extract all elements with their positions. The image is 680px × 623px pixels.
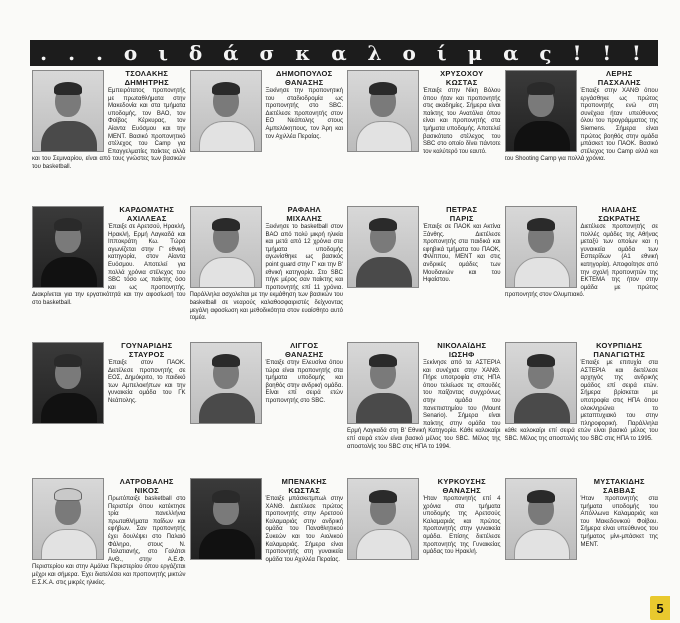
coach-card (347, 206, 501, 338)
coach-bio: Διετέλεσε προπονητής σε πολλές ομάδες της Αθήνας μεταξύ των οποίων και η γυναικεία ομάδα των Εσπερίδων (Α1 εθνική κατηγορία). Αποφοίτησε από την σχολή προπονητών της ΕΚΤΕΜΑ της ήτον στην ομάδα με πρώτος προπονητής στον Ολυμπιακό. (504, 224, 658, 299)
coach-photo (190, 206, 262, 288)
page-number: 5 (650, 596, 670, 620)
coach-photo (347, 70, 419, 152)
coach-card (190, 342, 344, 474)
coach-photo (190, 478, 262, 560)
coach-card (190, 478, 344, 610)
coach-name: ΚΥΡΚΟΥΣΗΣ ΘΑΝΑΣΗΣ (437, 478, 486, 495)
coach-bio: Έπαιξε σε ΠΑΟΚ και Ακτίνα Ξάνθης. Διετέλεσε προπονητής στα παιδικά και εφηβικά τμήματα του ΠΑΟΚ, Φιλίππου, ΜΕΝΤ και στις ανδρικές ομάδες των Μουδανιών και του Ηφαίστου. (423, 224, 501, 284)
coach-name: ΝΙΚΟΛΑΪΔΗΣ ΙΩΣΗΦ (437, 342, 487, 359)
header-banner (30, 40, 658, 66)
coach-card (32, 70, 186, 202)
coach-name: ΤΣΟΛΑΚΗΣ ΔΗΜΗΤΡΗΣ (124, 70, 169, 87)
coach-card (347, 342, 501, 474)
coach-name: ΚΟΥΡΠΙΔΗΣ ΠΑΝΑΓΙΩΤΗΣ (593, 342, 646, 359)
coach-name: ΡΑΦΑΗΛ ΜΙΧΑΛΗΣ (286, 206, 323, 223)
coach-photo (347, 478, 419, 560)
coach-card (32, 342, 186, 474)
coach-photo (32, 206, 104, 288)
coach-name: ΜΠΕΝΑΚΗΣ ΚΩΣΤΑΣ (281, 478, 327, 495)
coach-photo (32, 70, 104, 152)
coach-bio: Έπαιξε στον ΠΑΟΚ. Διετέλεσε προπονητής σε ΕΟΣ, Δημόκριτο, το παιδικό των Αμπελοκήπων και την γυναικεία ομάδα του ΓΚ Νεάπολης. (108, 360, 186, 404)
coach-bio: Ήταν προπονητής επί 4 χρόνια στα τμήματα υποδομής της Αρετσούς Καλαμαριάς και πρώτος προπονητής στην γυναικεία ομάδα. Επίσης διετέλεσε προπονητής της Γυναικείας ομάδας του Ηρακλή. (423, 496, 501, 556)
coach-bio: Έπαιξε στην Ελευσίνα όπου τώρα είναι προπονητής στα τμήματα υποδομής και βοηθός στην ανδρική ομάδα. Είναι επί σειρά ετών προπονητής στο SBC. (265, 360, 343, 404)
coach-photo (505, 206, 577, 288)
coach-name: ΜΥΣΤΑΚΙΔΗΣ ΣΑΒΒΑΣ (593, 478, 645, 495)
coach-name: ΛΕΡΗΣ ΠΑΣΧΑΛΗΣ (597, 70, 641, 87)
coach-bio: Ξεκίνησε την προπονητική του σταδιοδρομία ως προπονητής στο SBC. Διετέλεσε προπονητής στον ΕΟ Νεάπολης στους Αμπελόκηπους, τον Άρη και τον Αχιλλέα Περαίας. (265, 88, 343, 140)
coach-photo (347, 342, 419, 424)
coach-bio: Έπαιξε μπάσκετμπωλ στην ΧΑΝΘ. Διετέλεσε πρώτος προπονητής στην Αρετσού Καλαμαριάς στην ανδρική ομάδα του Παναθλητικού Συκεών και του Αιολικού Καλαμαριάς. Σήμερα είναι προπονητής στη γυναικεία ομάδα του Αχιλλέα Περαίας. (265, 496, 343, 563)
coach-name: ΚΑΡΔΟΜΑΤΗΣ ΑΧΙΛΛΕΑΣ (119, 206, 175, 223)
coach-name: ΗΛΙΑΔΗΣ ΣΩΚΡΑΤΗΣ (598, 206, 641, 223)
coach-name: ΧΡΥΣΟΧΟΥ ΚΩΣΤΑΣ (440, 70, 484, 87)
coach-photo (190, 342, 262, 424)
coach-bio: Έπαιξε στην Νίκη Βόλου όπου ήταν και προπονητής στις ακαδημίες. Σήμερα είναι παίκτης του Ανατόλια όπου είναι και προπονητής στα τμήματα υποδομής. Αποτελεί βασικότατο στέλεχος του SBC στο οποίο δίνει πάντοτε τον καλύτερό του εαυτό. (423, 88, 501, 155)
coach-photo (505, 342, 577, 424)
coach-photo (32, 342, 104, 424)
coach-card (347, 70, 501, 202)
coach-bio: Έπαιξε με επιτυχία στα ΑΣΤΕΡΙΑ και διετέλεσε αρχηγός της ανδρικής ομάδος επί σειρά ετών. Σήμερα βρίσκεται με υποτροφία στις ΗΠΑ όπου ολοκληρώνει το μεταπτυχιακό του στην πληροφορική. Παράλληλα κάθε καλοκαίρι επί σειρά ετών είναι βασικό μέλος του SBC. Μέλος της αποστολής του SBC στις ΗΠΑ το 1995. (504, 360, 658, 442)
coach-card (505, 206, 659, 338)
coach-name: ΛΑΤΡΟΒΑΛΗΣ ΝΙΚΟΣ (119, 478, 174, 495)
coach-bio: Ξεκίνησε το basketball στον ΒΑΟ από πολύ μικρή ηλικία και μετά από 12 χρόνια στα τμήματα υποδομής αγωνίσθηκε ως βασικός point guard στην Γ' και την Β' εθνική κατηγορία. Στο SBC πήγε μέρος σαν παίκτης και προπονητής επί 11 χρόνια. Παράλληλα ασχολείται με την εκμάθηση των βασικών του basketball σε νεαρούς καλαθοσφαιριστές δείχνοντας μεγάλη αφοσίωση και μεθοδικότητα στον ευαίσθητο αυτό τομέα. (189, 224, 343, 322)
coach-name: ΛΙΓΓΟΣ ΘΑΝΑΣΗΣ (285, 342, 324, 359)
coach-bio: Ήταν προπονητής στα τμήματα υποδομής του Απόλλωνα Καλαμαριάς και του Μακεδονικού Φοίβου. Σήμερα είναι υπεύθυνος του τμήματος μίνι-μπάσκετ της ΜΕΝΤ. (580, 496, 658, 548)
banner-title: . . . ο ι δ ά σ κ α λ ο ί μ α ς ! ! ! (40, 41, 648, 65)
coach-card (190, 206, 344, 338)
coach-photo (190, 70, 262, 152)
coach-card (190, 70, 344, 202)
coach-name: ΔΗΜΟΠΟΥΛΟΣ ΘΑΝΑΣΗΣ (276, 70, 333, 87)
coach-bio: Έπαιξε στην ΧΑΝΘ όπου εργάσθηκε ως πρώτος προπονητής ενώ στη συνέχεια ήταν υπεύθυνος όλου του προγράμματος της Siemens. Σήμερα είναι πρώτος βοηθός στην ομάδα μπάσκετ του ΠΑΟΚ. Βασικό στέλεχος του Camp αλλά και του Shooting Camp για πολλά χρόνια. (504, 88, 658, 163)
coach-name: ΠΕΤΡΑΣ ΠΑΡΙΣ (446, 206, 478, 223)
coach-photo (32, 478, 104, 560)
coaches-grid (32, 70, 658, 610)
coach-photo (505, 70, 577, 152)
coach-card (347, 478, 501, 610)
coach-bio: Έπαιξε σε Αρετσού, Ηρακλή, Ηρακλή, Ερμή Λαγκαδά και Ιπποκράτη Κω. Τώρα αγωνίζεται στην Γ' εθνική κατηγορία, στον Αίαντα Ευόσμου. Αποτελεί για πολλά χρόνια στέλεχος του SBC τόσο ως παίκτης όσο και ως προπονητής. Διακρίνεται για την εργατικότητά και την αφοσίωσή του στο basketball. (32, 224, 186, 306)
coach-photo (505, 478, 577, 560)
coach-card (32, 478, 186, 610)
coach-bio: Πρωτόπαιξε basketball στο Περιστέρι όπου κατέκτησε τρία πανελλήνια πρωταθλήματα παίδων και εφήβων. Σαν προπονητής έχει δουλέψει στο Παλαιό Φάληρο, στους Ν. Παλατιανής, στο Γαλάτσι ΑνΘ., στην Α.Ε.Φ. Περιστερίου και στην Αμάλια Περιστερίου όπου εργάζεται μέχρι και σήμερα. Έχει διατελέσει και προπονητής μικτών Ε.Σ.Κ.Α. στις μικρές ηλικίες. (32, 496, 186, 586)
coach-photo (347, 206, 419, 288)
coach-card (505, 70, 659, 202)
coach-bio: Εμπειρότατος προπονητής με πρωταθλήματα στην Μακεδονία και στα τμήματα υποδομής, τον ΒΑΟ, τον Φοίβος Κέρκυρας, τον Αίαντα Ευόσμου και την ΜΕΝΤ. Βασικό προπονητικό στέλεχος του Camp για Επαγγελματίες παίκτες αλλά και του Σεμιναρίου, είναι από τους γνώστες των βασικών του basketball. (32, 88, 186, 170)
coach-card (32, 206, 186, 338)
coach-bio: Ξεκίνησε από τα ΑΣΤΕΡΙΑ και συνέχισε στην ΧΑΝΘ. Πήρε υποτροφία στις ΗΠΑ όπου τελείωσε τις σπουδές του παίζοντας συγχρόνως στην ομάδα του πανεπιστημίου του (Mount Senario). Σήμερα είναι παίκτης στην ομάδα του Ερμή Λαγκαδά στη Β' Εθνική Κατηγορία. Κάθε καλοκαίρι επί σειρά ετών είναι βασικό μέλος του SBC. Μέλος της αποστολής του SBC στις ΗΠΑ το 1994. (347, 360, 501, 450)
coach-card (505, 342, 659, 474)
coach-name: ΓΟΥΝΑΡΙΔΗΣ ΣΤΑΥΡΟΣ (121, 342, 173, 359)
coach-card (505, 478, 659, 610)
